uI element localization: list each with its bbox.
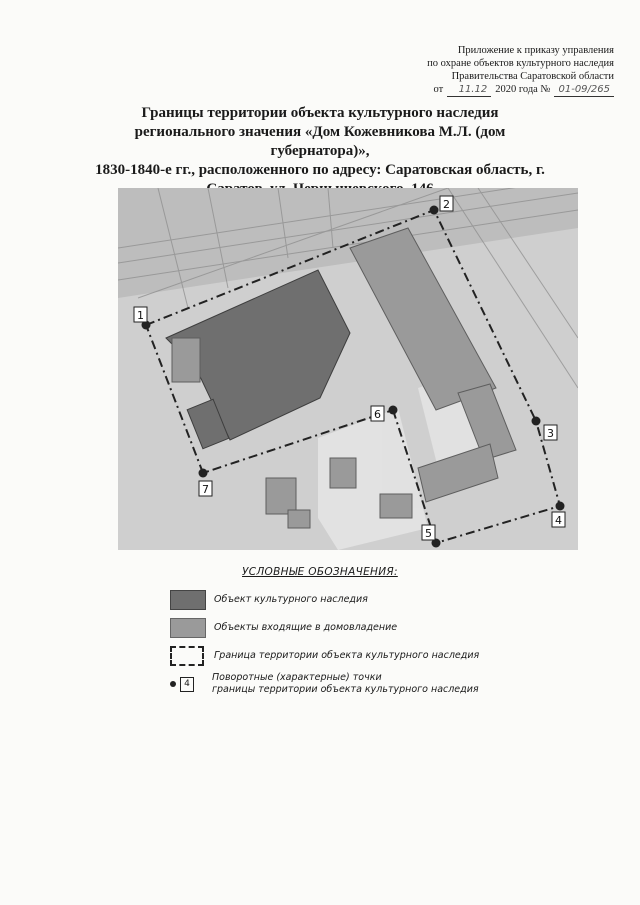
document-title (90, 104, 550, 199)
legend-label-boundary: Граница территории объекта культурного наследия (214, 650, 480, 661)
boundary-point-label-1: 1 (137, 309, 144, 322)
from-label: от (433, 84, 444, 95)
site-map-svg (118, 188, 578, 550)
boundary-point-label-5: 5 (425, 527, 432, 540)
boundary-point-label-3: 3 (547, 427, 554, 440)
header-line-3: Правительства Саратовской области (451, 71, 614, 82)
header-line-1: Приложение к приказу управления (457, 45, 614, 56)
legend-item-heritage (170, 590, 368, 610)
legend-item-boundary (170, 646, 479, 666)
title-line-2: регионального значения «Дом Кожевникова М.Л. (дом губернатора)», (134, 124, 506, 159)
legend-item-household (170, 618, 397, 638)
year-text: 2020 года № (495, 84, 551, 95)
boundary-point-6 (389, 406, 398, 415)
legend-label-household: Объекты входящие в домовладение (214, 622, 398, 633)
point-dot (170, 681, 176, 687)
boundary-point-label-6: 6 (374, 408, 381, 421)
order-header (354, 44, 614, 97)
legend-item-points (170, 672, 479, 696)
title-line-3: 1830-1840-е гг., расположенного по адресу: Саратовская область, г. (95, 162, 545, 178)
title-line-1: Границы территории объекта культурного наследия (141, 105, 499, 121)
boundary-point-label-4: 4 (555, 514, 562, 527)
boundary-point-label-7: 7 (202, 483, 209, 496)
boundary-point-4 (556, 502, 565, 511)
legend-label-points-line-1: Поворотные (характерные) точки (212, 672, 382, 683)
boundary-point-3 (532, 417, 541, 426)
legend-label-points-line-2: границы территории объекта культурного наследия (212, 684, 479, 695)
handwritten-date: 11.12 (447, 83, 491, 97)
header-line-2: по охране объектов культурного наследия (427, 58, 614, 69)
boundary-point-label-2: 2 (443, 198, 450, 211)
legend-label-points (212, 672, 479, 696)
boundary-point-7 (199, 469, 208, 478)
legend-label-heritage: Объект культурного наследия (214, 594, 368, 605)
legend-heading: УСЛОВНЫЕ ОБОЗНАЧЕНИЯ: (242, 566, 398, 578)
header-date-line (354, 83, 614, 97)
boundary-point-2 (430, 206, 439, 215)
heritage-swatch (170, 590, 206, 610)
household-swatch (170, 618, 206, 638)
point-number-box: 4 (180, 677, 194, 692)
boundary-swatch (170, 646, 204, 666)
site-map (118, 188, 578, 550)
handwritten-number: 01-09/265 (554, 83, 614, 97)
point-marker-sample (170, 677, 204, 692)
